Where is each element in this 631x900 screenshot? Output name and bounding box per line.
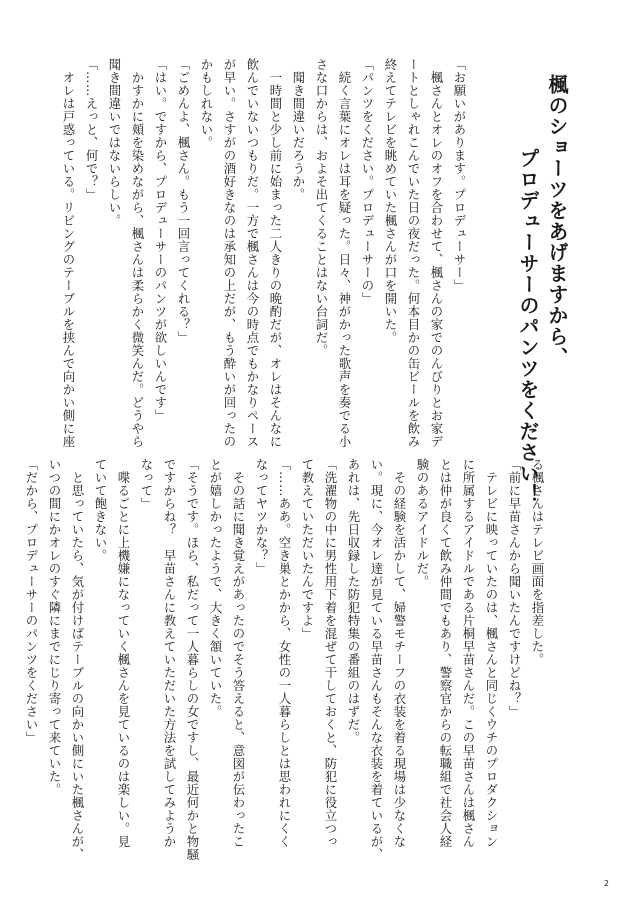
body-text-bottom: [20, 458, 549, 861]
text-line: 「……えっと、何で？」: [84, 58, 99, 201]
text-line: 「お願いがあります。プロデューサー」: [452, 58, 467, 292]
text-line: 飲んでいないつもりだ。一方で楓さんは今の時点でもかなりペース: [245, 58, 260, 448]
title-line-2: プロデューサーのパンツをください！: [516, 148, 540, 505]
text-line: ていて飽きない。: [93, 458, 108, 562]
text-line: る楓さんはテレビ画面を指差した。: [530, 458, 545, 666]
text-line: なって」: [139, 458, 154, 510]
text-line: 一時間と少し前に始まった二人きりの晩酌だが、オレはそんなに: [268, 58, 283, 448]
text-line: 「そうです。ほら、私だって一人暮らしの女ですし、最近何かと物騒: [185, 458, 200, 861]
text-line: さな口からは、およそ出てくることはない台詞だ。: [314, 58, 329, 357]
text-line: 「だから、プロデューサーのパンツをください」: [24, 458, 39, 744]
text-line: が早い。さすがの酒好きなのは承知の上だが、もう酔いが回ったの: [222, 58, 237, 448]
text-line: テレビに映っていたのは、楓さんと同じくウチのプロダクション: [484, 458, 499, 848]
text-line: 「パンツをください。プロデューサーの」: [360, 58, 375, 305]
text-line: とが嬉しかったようで、大きく頷いていた。: [208, 458, 223, 718]
text-line: 験のあるアイドルだ。: [415, 458, 430, 588]
text-line: いつの間にかオレのすぐ隣にまでにじり寄って来ていた。: [47, 458, 62, 796]
text-line: 聞き間違いだろうか。: [291, 58, 306, 201]
text-line: ですからね？ 早苗さんに教えていただいた方法を試してみようか: [162, 458, 177, 848]
text-line: かもしれない。: [199, 58, 214, 149]
text-line: 「はい。ですから、プロデューサーのパンツが欲しいんです」: [153, 58, 168, 422]
page-number: 2: [603, 879, 609, 888]
text-line: ートとしゃれこんでいた日の夜だった。何本目かの缶ビールを飲み: [406, 58, 421, 448]
text-line: かすかに頬を染めながら、楓さんは柔らかく微笑んだ。どうやら: [130, 58, 145, 448]
text-line: その話に聞き覚えがあったのでそう答えると、意図が伝わったこ: [231, 458, 246, 848]
text-line: オレは戸惑っている。リビングのテーブルを挟んで向かい側に座: [61, 58, 76, 448]
text-line: 喋るごとに上機嫌になっていく楓さんを見ているのは楽しい。見: [116, 458, 131, 848]
text-line: い。現に、今オレ達が見ている早苗さんもそんな衣装を着ているが、: [369, 458, 384, 861]
text-line: 「ごめんよ、楓さん。もう一回言ってくれる？」: [176, 58, 191, 344]
text-line: 楓さんとオレのオフを合わせて、楓さんの家でのんびりとお家デ: [429, 58, 444, 448]
text-line: 続く言葉にオレは耳を疑った。日々、神がかった歌声を奏でる小: [337, 58, 352, 448]
text-line: と思っていたら、気が付けばテーブルの向かい側にいた楓さんが、: [70, 458, 85, 861]
text-line: なってヤツかな？」: [254, 458, 269, 575]
text-line: 「洗濯物の中に男性用下着を混ぜて干しておくと、防犯に役立つっ: [323, 458, 338, 848]
text-line: とは仲が良くて飲み仲間でもあり、警察官からの転職組で社会人経: [438, 458, 453, 848]
text-line: に所属するアイドルである片桐早苗さんだ。この早苗さんは楓さん: [461, 458, 476, 848]
text-line: 聞き間違いではないらしい。: [107, 58, 122, 227]
title-line-1: 楓のショーツをあげますから、: [545, 74, 569, 368]
text-line: 終えてテレビを眺めていた楓さんが口を開いた。: [383, 58, 398, 344]
text-line: 「……ああ。空き巣とかから、女性の一人暮らしとは思われにくく: [277, 458, 292, 848]
text-line: あれは、先日収録した防犯特集の番組のはずだ。: [346, 458, 361, 744]
text-line: 「前に早苗さんから聞いたんですけどね？」: [507, 458, 522, 718]
text-line: その経験を活かして、婦警モチーフの衣装を着る現場は少なくな: [392, 458, 407, 848]
body-text-top: [57, 58, 471, 448]
text-line: て教えていただいたんですよ」: [300, 458, 315, 640]
